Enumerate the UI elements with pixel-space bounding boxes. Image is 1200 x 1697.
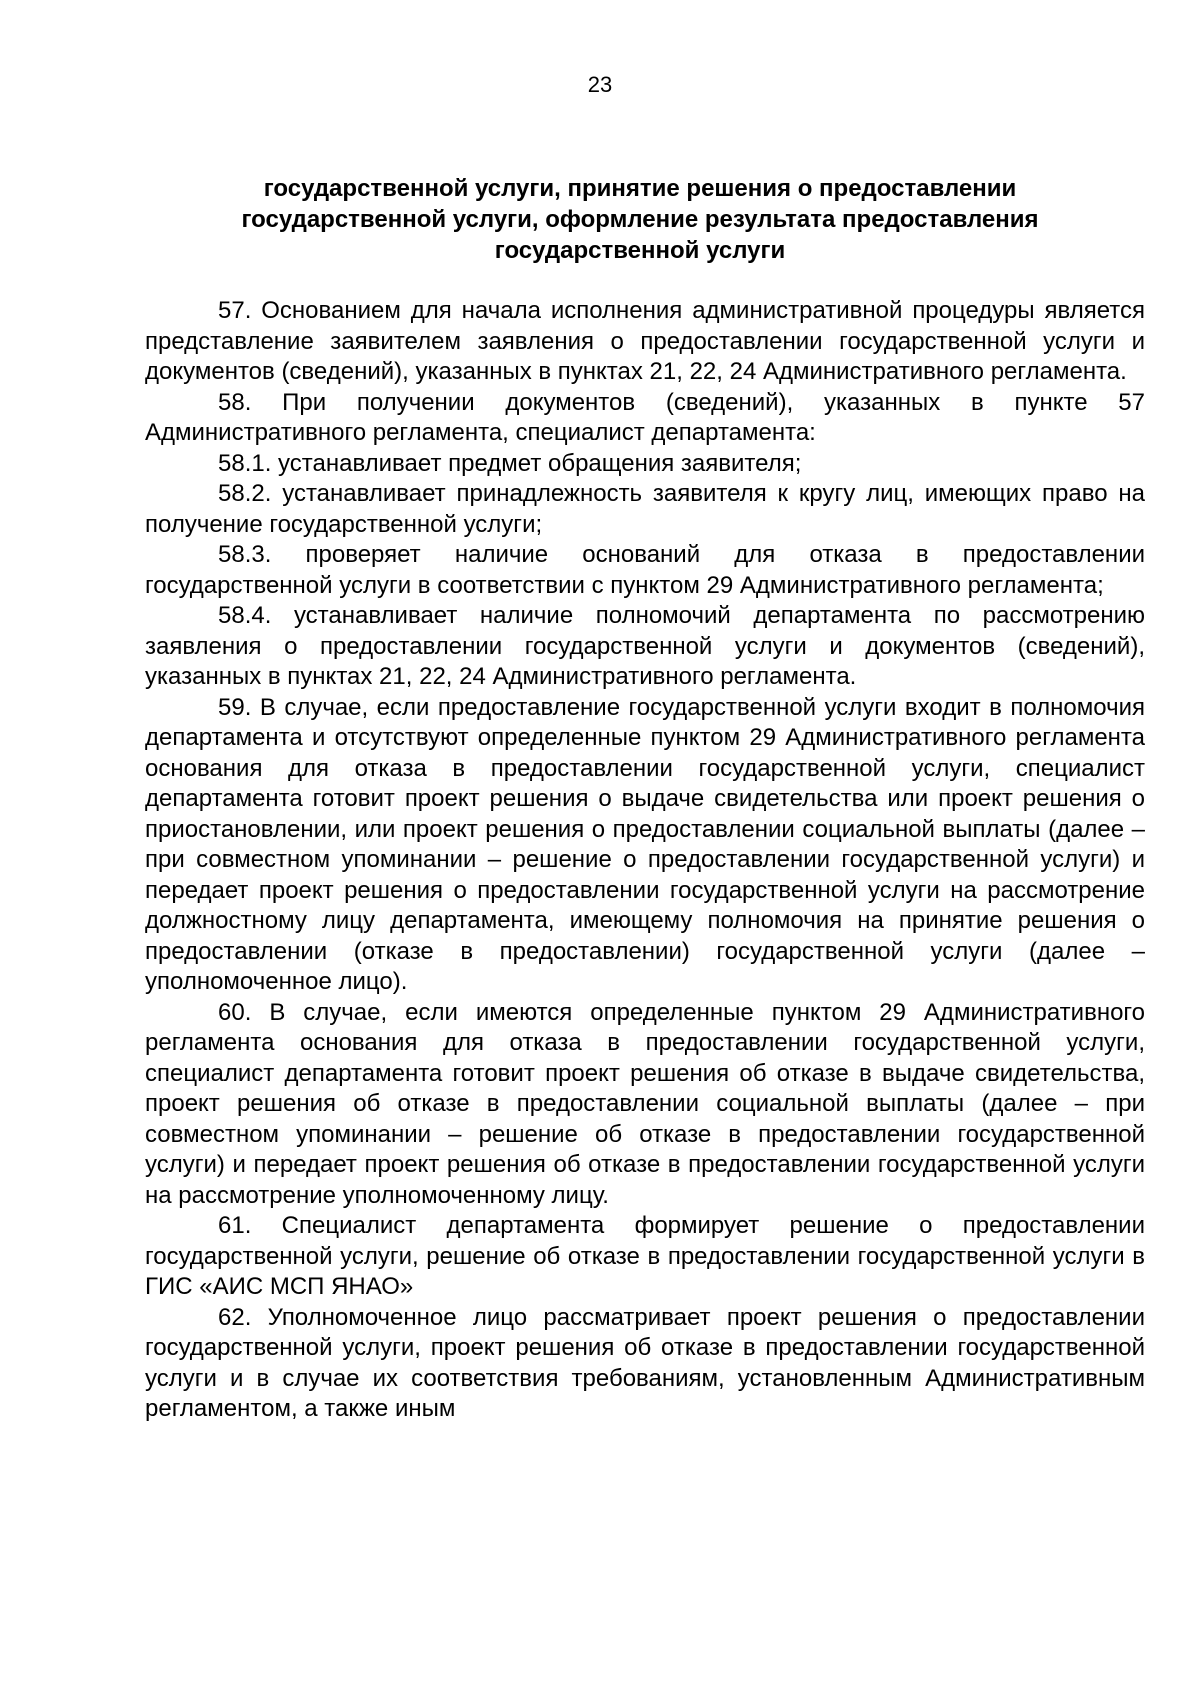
body-text: [145, 296, 1145, 1425]
paragraph-58: 58. При получении документов (сведений), указанных в пункте 57 Административного регламента, специалист департамента:: [145, 388, 1145, 446]
heading-line: государственной услуги: [494, 237, 786, 264]
paragraph-60: 60. В случае, если имеются определенные пунктом 29 Административного регламента основания для отказа в предоставлении государственной услуги, специалист департамента готовит проект решения об отказе в выдаче свидетельства, проект решения об отказе в предоставлении социальной выплаты (далее – при совместном упоминании – решение об отказе в предоставлении государственной услуги) и передает проект решения об отказе в предоставлении государственной услуги на рассмотрение уполномоченному лицу.: [145, 998, 1145, 1209]
paragraph-58-2: 58.2. устанавливает принадлежность заявителя к кругу лиц, имеющих право на получение государственной услуги;: [145, 480, 1145, 538]
paragraph-59: 59. В случае, если предоставление государственной услуги входит в полномочия департамента и отсутствуют определенные пунктом 29 Административного регламента основания для отказа в предоставлении государственной услуги, специалист департамента готовит проект решения о выдаче свидетельства или проект решения о приостановлении, или проект решения о предоставлении социальной выплаты (далее – при совместном упоминании – решение о предоставлении государственной услуги) и передает проект решения о предоставлении государственной услуги на рассмотрение должностному лицу департамента, имеющему полномочия на принятие решения о предоставлении (отказе в предоставлении) государственной услуги (далее – уполномоченное лицо).: [145, 693, 1145, 995]
paragraph-58-4: 58.4. устанавливает наличие полномочий департамента по рассмотрению заявления о предоставлении государственной услуги и документов (сведений), указанных в пунктах 21, 22, 24 Административного регламента.: [145, 602, 1145, 690]
paragraph-58-3: 58.3. проверяет наличие оснований для отказа в предоставлении государственной услуги в соответствии с пунктом 29 Административного регламента;: [145, 541, 1145, 599]
paragraph-58-1: 58.1. устанавливает предмет обращения заявителя;: [218, 449, 802, 477]
section-heading: [160, 173, 1120, 266]
heading-line: государственной услуги, оформление результата предоставления: [241, 206, 1039, 233]
page-number: 23: [587, 72, 613, 97]
paragraph-57: 57. Основанием для начала исполнения административной процедуры является представление заявителем заявления о предоставлении государственной услуги и документов (сведений), указанных в пунктах 21, 22, 24 Административного регламента.: [145, 297, 1145, 385]
paragraph-62: 62. Уполномоченное лицо рассматривает проект решения о предоставлении государственной услуги, проект решения об отказе в предоставлении государственной услуги и в случае их соответствия требованиям, установленным Административным регламентом, а также иным: [145, 1303, 1145, 1422]
heading-line: государственной услуги, принятие решения о предоставлении: [263, 175, 1017, 202]
paragraph-61: 61. Специалист департамента формирует решение о предоставлении государственной услуги, решение об отказе в предоставлении государственной услуги в ГИС «АИС МСП ЯНАО»: [145, 1212, 1145, 1300]
